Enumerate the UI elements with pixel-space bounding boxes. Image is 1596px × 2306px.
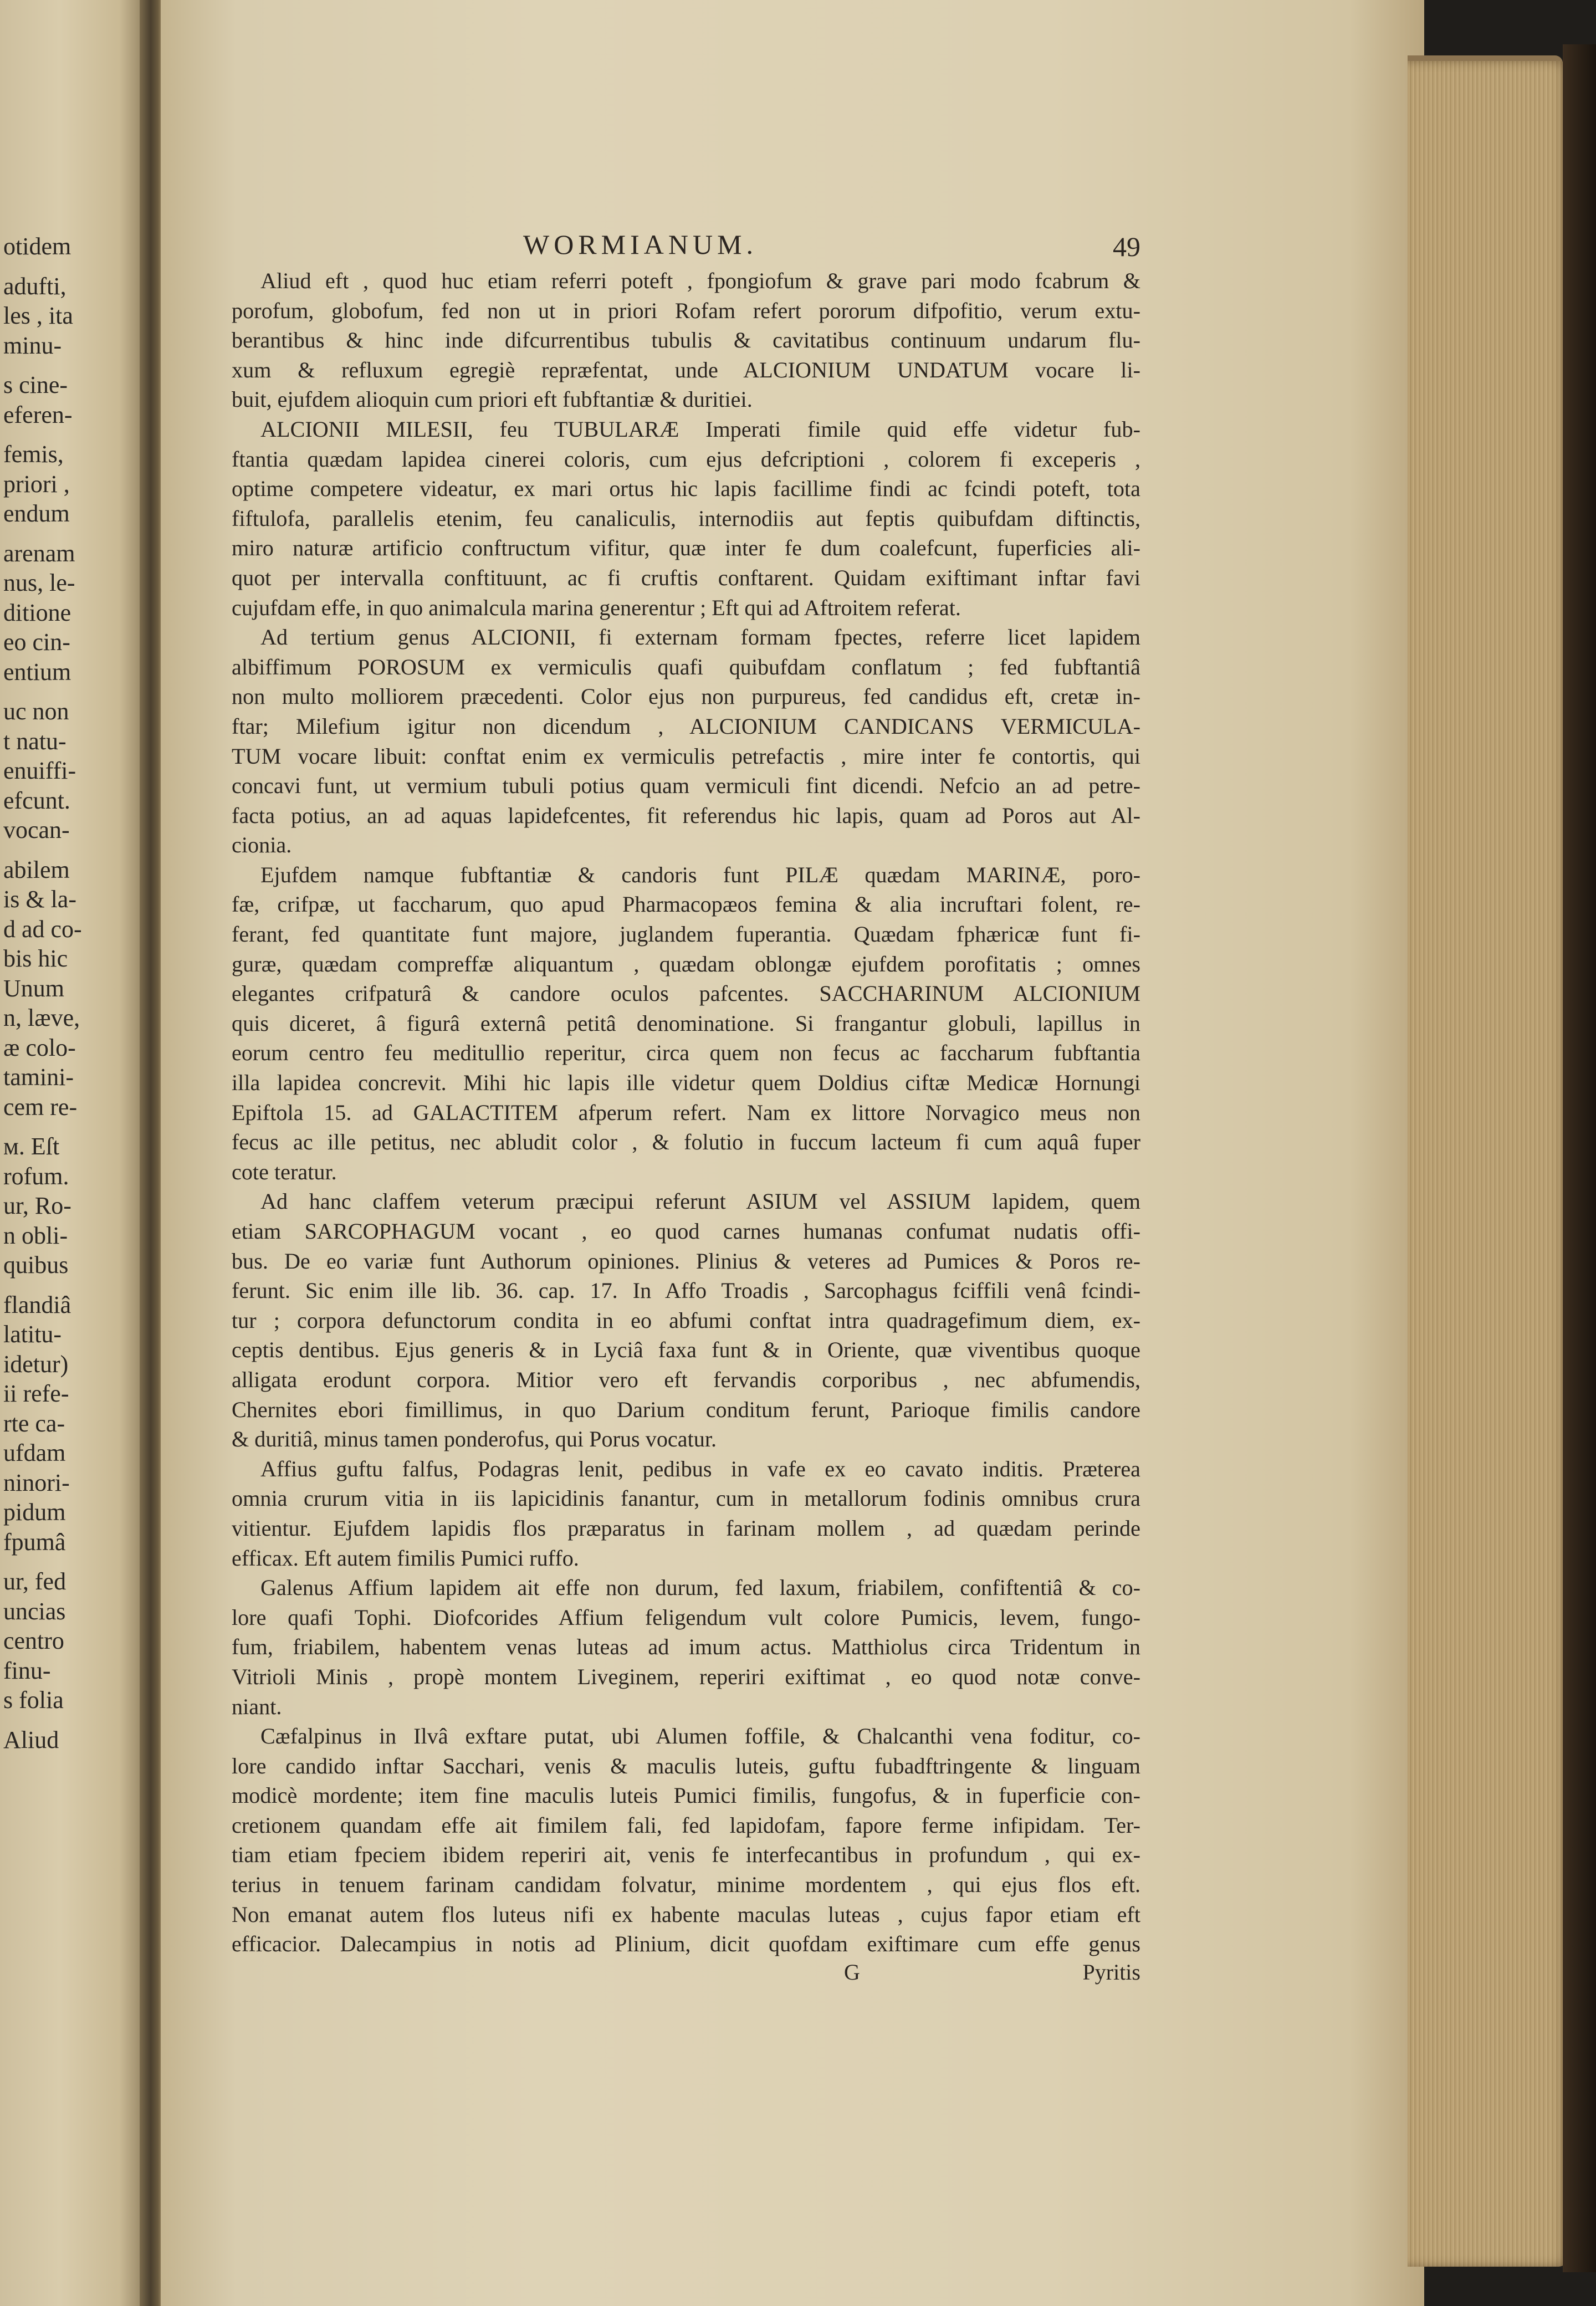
left-page-line: enuiffi- [3,757,76,784]
text-line: optime competere videatur, ex mari ortus hic lapis facillime findi ac fcindi poteft, tota [232,476,1140,502]
left-page-line: s folia [3,1686,64,1714]
left-page-line: t natu- [3,727,66,755]
left-page-line: Aliud [3,1726,59,1753]
left-page-line: d ad co- [3,915,82,943]
text-line: illa lapidea concrevit. Mihi hic lapis ille videtur quem Doldius ciftæ Medicæ Hornungi [232,1070,1140,1096]
text-line: cionia. [232,832,292,858]
left-page-line: uncias [3,1597,66,1625]
text-line: ftantia quædam lapidea cinerei coloris, cum ejus defcriptioni , colorem fi exceperis , [232,446,1140,472]
left-page-line: is & la- [3,886,76,913]
text-line: ceptis dentibus. Ejus generis & in Lyciâ faxa funt & in Oriente, quæ viventibus quoque [232,1337,1140,1363]
left-page-line: quibus [3,1251,69,1279]
text-line: fæ, crifpæ, ut faccharum, quo apud Pharmacopæos femina & alia incruftari folent, re- [232,892,1140,917]
left-page-line: otidem [3,233,71,260]
text-line: vitientur. Ejufdem lapidis flos præparatus in farinam mollem , ad quædam perinde [232,1515,1140,1541]
text-line: Ad hanc claffem veterum præcipui referunt ASIUM vel ASSIUM lapidem, quem [260,1189,1140,1214]
text-line: niant. [232,1694,282,1719]
left-page-line: arenam [3,539,75,567]
left-page [0,0,150,2306]
left-page-line: ufdam [3,1439,66,1466]
left-page-line: æ colo- [3,1034,76,1061]
text-line: etiam SARCOPHAGUM vocant , eo quod carnes humanas confumat nudatis offi- [232,1219,1140,1244]
text-line: quis diceret, â figurâ externâ petitâ denominatione. Si frangantur globuli, lapillus in [232,1010,1140,1036]
text-line: berantibus & hinc inde difcurrentibus tubulis & cavitatibus continuum undarum flu- [232,328,1140,353]
left-page-line: abilem [3,856,70,883]
text-line: tur ; corpora defunctorum condita in eo abfumi conftat intra quadragefimum diem, ex- [232,1307,1140,1333]
text-line: miro naturæ artificio conftructum vifitur, quæ inter fe dum coalefcunt, fuperficies ali- [232,535,1140,561]
text-line: cujufdam effe, in quo animalcula marina generentur ; Eft qui ad Aftroitem referat. [232,595,961,620]
text-line: guræ, quædam compreffæ aliquantum , quædam oblongæ ejufdem porofitatis ; omnes [232,951,1140,976]
left-page-line: eferen- [3,401,73,428]
text-line: ferunt. Sic enim ille lib. 36. cap. 17. In Affo Troadis , Sarcophagus fciffili venâ fcindi- [232,1278,1140,1303]
body-text [232,266,1140,1959]
text-line: bus. De eo variæ funt Authorum opiniones. Plinius & veteres ad Pumices & Poros re- [232,1248,1140,1274]
left-page-line: Unum [3,974,64,1002]
text-line: facta potius, an ad aquas lapidefcentes, fit referendus hic lapis, quam ad Poros aut Al- [232,802,1140,828]
left-page-line: pidum [3,1499,66,1526]
left-page-line [0,1280,150,1290]
text-line: xum & refluxum egregiè repræfentat, unde ALCIONIUM UNDATUM vocare li- [232,357,1140,382]
left-page-line: vocan- [3,816,70,843]
text-line: omnia crurum vitia in iis lapicidinis fanantur, cum in metallorum fodinis omnibus crura [232,1486,1140,1511]
text-line: non multo molliorem præcedenti. Color ejus non purpureus, fed candidus eft, cretæ in- [232,684,1140,709]
left-page-text [0,232,150,1755]
text-line: Cæfalpinus in Ilvâ exftare putat, ubi Alumen foffile, & Chalcanthi vena foditur, co- [260,1724,1140,1749]
text-line: terius in tenuem farinam candidam folvatur, minime mordentem , qui ejus flos eft. [232,1872,1140,1898]
text-line: cretionem quandam effe ait fimilem fali, fed lapidofam, fapore ferme infipidam. Ter- [232,1812,1140,1838]
left-page-line: priori , [3,470,70,498]
text-line: tiam etiam fpeciem ibidem reperiri ait, venis fe interfecantibus in profundum , qui ex- [232,1842,1140,1868]
left-page-line: adufti, [3,272,66,300]
left-page-line: rte ca- [3,1409,65,1437]
running-title: WORMIANUM. [523,229,758,260]
text-line: porofum, globofum, fed non ut in priori Rofam refert pororum difpofitio, verum extu- [232,298,1140,323]
left-page-line: efcunt. [3,786,70,814]
text-line: concavi funt, ut vermium tubuli potius quam vermiculi fint dicendi. Nefcio an ad petre- [232,773,1140,799]
text-line: buit, ejufdem alioquin cum priori eft fubftantiæ & duritiei. [232,387,753,412]
left-page-line [0,360,150,370]
text-line: efficacior. Dalecampius in notis ad Plinium, dicit quofdam exiftimare cum effe genus [232,1931,1140,1957]
text-line: fum, friabilem, habentem venas luteas ad imum actus. Matthiolus circa Tridentum in [232,1634,1140,1660]
text-line: albiffimum POROSUM ex vermiculis quafi quibufdam conflatum ; fed fubftantiâ [232,654,1140,679]
left-page-line: ninori- [3,1469,70,1496]
left-page-line: minu- [3,331,62,359]
left-page-line [0,1715,150,1725]
left-page-line: femis, [3,441,64,468]
text-line: TUM vocare libuit: conftat enim ex vermiculis petrefactis , mire inter fe contortis, qui [232,743,1140,769]
left-page-line [0,529,150,539]
catchword: Pyritis [1082,1959,1140,1985]
left-page-line: ur, fed [3,1568,66,1595]
text-line: Epiftola 15. ad GALACTITEM afperum refert. Nam ex littore Norvagico meus non [232,1100,1140,1125]
left-page-line: rofum. [3,1162,69,1190]
text-line: elegantes crifpaturâ & candore oculos pafcentes. SACCHARINUM ALCIONIUM [232,981,1140,1006]
left-page-line: s cine- [3,371,68,398]
text-line: alligata erodunt corpora. Mitior vero eft fervandis corporibus , nec abfumendis, [232,1367,1140,1392]
left-page-line: idetur) [3,1350,69,1378]
left-page-line: finu- [3,1656,51,1684]
text-line: cote teratur. [232,1159,337,1184]
left-page-line [0,1122,150,1132]
left-page-line: flandiâ [3,1291,71,1318]
left-page-line: м. Eſt [3,1133,60,1160]
text-line: Ejufdem namque fubftantiæ & candoris funt PILÆ quædam MARINÆ, poro- [260,862,1140,887]
text-line: fiftulofa, parallelis etenim, feu canaliculis, internodiis aut feptis quibufdam diftinctis, [232,505,1140,531]
text-line: Chernites ebori fimillimus, in quo Darium conditum ferunt, Parioque fimilis candore [232,1397,1140,1422]
left-page-line [0,430,150,439]
text-line: ALCIONII MILESII, feu TUBULARÆ Imperati fimile quid effe videtur fub- [260,416,1140,442]
text-line: lore quafi Tophi. Diofcorides Affium feligendum vult colore Pumicis, levem, fungo- [232,1604,1140,1630]
right-page-text-block [232,228,1140,1987]
left-page-line: ur, Ro- [3,1192,71,1219]
left-page-line: ii refe- [3,1380,69,1407]
text-line: modicè mordente; item fine maculis luteis Pumici fimilis, fungofus, & in fuperficie con- [232,1783,1140,1808]
left-page-line: centro [3,1627,64,1654]
left-page-line: les , ita [3,302,73,329]
text-line: fecus ac ille petitus, nec abludit color , & folutio in fuccum lacteum fi cum aquâ fuper [232,1129,1140,1155]
text-line: efficax. Eft autem fimilis Pumici ruffo. [232,1545,579,1571]
left-page-line: entium [3,658,71,686]
signature-mark: G [844,1959,860,1985]
page-number: 49 [1113,231,1140,262]
left-page-line: bis hic [3,945,68,972]
left-page-line: eo cin- [3,628,70,656]
left-page-line: n, læve, [3,1004,80,1031]
left-page-line [0,845,150,855]
left-page-line: tamini- [3,1063,74,1091]
text-line: Ad tertium genus ALCIONII, fi externam formam fpectes, referre licet lapidem [260,625,1140,650]
left-page-line: fpumâ [3,1528,66,1556]
left-page-line: n obli- [3,1221,68,1249]
text-line: lore candido inftar Sacchari, venis & maculis luteis, guftu fubadftringente & linguam [232,1753,1140,1778]
left-page-line: endum [3,500,70,527]
text-line: ftar; Milefium igitur non dicendum , ALCIONIUM CANDICANS VERMICULA- [232,713,1140,739]
left-page-line: uc non [3,698,69,725]
text-line: Galenus Affium lapidem ait effe non durum, fed laxum, friabilem, confiftentiâ & co- [260,1575,1140,1601]
text-line: Aliud eft , quod huc etiam referri poteft , fpongiofum & grave pari modo fcabrum & [260,268,1140,293]
left-page-line [0,687,150,697]
left-page-line: nus, le- [3,569,75,596]
left-page-line: cem re- [3,1093,78,1121]
left-page-line [0,1557,150,1567]
text-line: Vitrioli Minis , propè montem Liveginem, reperiri exiftimat , eo quod notæ conve- [232,1664,1140,1689]
text-line: eorum centro feu meditullio reperitur, circa quem non fecus ac faccharum fubftantia [232,1040,1140,1066]
book-cover-edge [1563,44,1596,2272]
text-line: Affius guftu falfus, Podagras lenit, pedibus in vafe ex eo cavato inditis. Præterea [260,1456,1140,1481]
left-page-line: ditione [3,599,71,626]
page-block-edges [1408,61,1568,2267]
text-line: Non emanat autem flos luteus nifi ex habente maculas luteas , cujus fapor etiam eft [232,1901,1140,1927]
page-header [232,228,1140,266]
left-page-line: latitu- [3,1321,62,1348]
text-line: & duritiâ, minus tamen ponderofus, qui Porus vocatur. [232,1426,717,1452]
text-line: quot per intervalla conftituunt, ac fi cruftis conftarent. Quidam exiftimant inftar favi [232,565,1140,590]
text-line: ferant, fed quantitate funt majore, juglandem fuperantia. Quædam fphæricæ funt fi- [232,922,1140,947]
left-page-line [0,262,150,272]
page-footer [232,1959,1140,1987]
